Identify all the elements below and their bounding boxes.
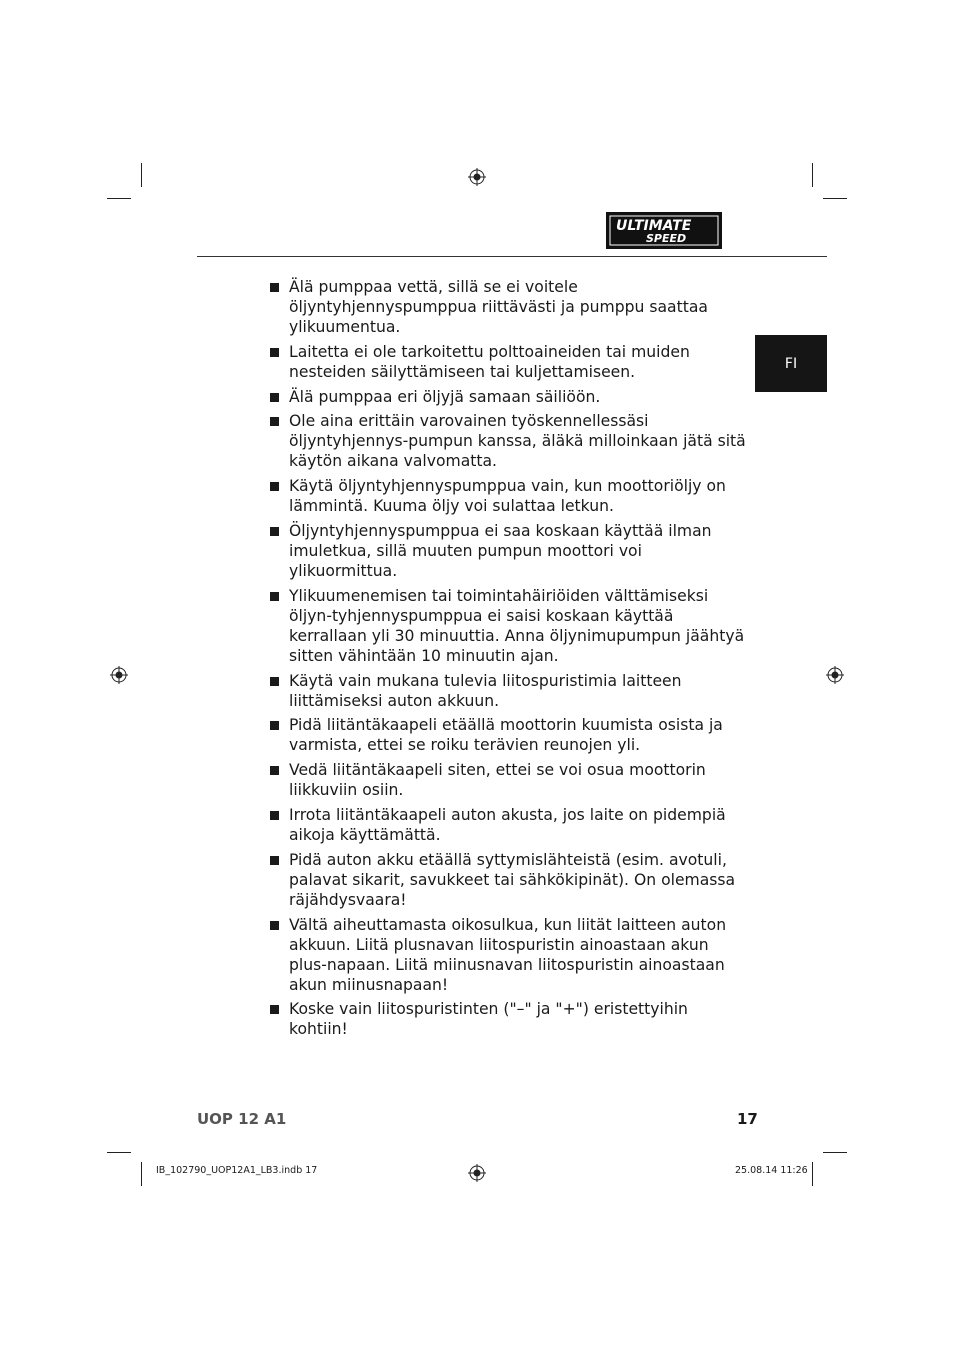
registration-mark-icon <box>468 168 486 186</box>
list-item <box>269 999 749 1039</box>
bullet-text: Pidä liitäntäkaapeli etäällä moottorin kuumista osista ja varmista, ettei se roiku terävien reunojen yli. <box>289 716 723 755</box>
registration-mark-icon <box>826 666 844 684</box>
safety-bullet-list <box>269 277 749 1044</box>
list-item <box>269 850 749 910</box>
square-bullet-icon <box>270 721 279 730</box>
bullet-text: Ole aina erittäin varovainen työskennellessäsi öljyntyhjennys-pumpun kanssa, äläkä milloinkaan jätä sitä käytön aikana valvomatta. <box>289 412 746 471</box>
header-rule <box>197 256 827 257</box>
square-bullet-icon <box>270 921 279 930</box>
page-number: 17 <box>737 1110 758 1128</box>
crop-mark <box>823 1152 847 1153</box>
ultimate-speed-logo <box>606 212 722 249</box>
square-bullet-icon <box>270 393 279 402</box>
list-item <box>269 586 749 666</box>
list-item <box>269 805 749 845</box>
logo-line1: ULTIMATE <box>616 218 692 234</box>
list-item <box>269 521 749 581</box>
list-item <box>269 715 749 755</box>
model-number: UOP 12 A1 <box>197 1110 287 1128</box>
print-slug-file: IB_102790_UOP12A1_LB3.indb 17 <box>156 1165 318 1176</box>
bullet-text: Vältä aiheuttamasta oikosulkua, kun liität laitteen auton akkuun. Liitä plusnavan liitospuristin ainoastaan akun plus-napaan. Liitä miinusnavan liitospuristin ainoastaan akun miinusnapaan! <box>289 915 727 994</box>
bullet-text: Ylikuumenemisen tai toimintahäiriöiden välttämiseksi öljyn-tyhjennyspumppua ei saisi koskaan käyttää kerrallaan yli 30 minuuttia. Anna öljynimupumpun jäähtyä sitten vähintään 10 minuutin ajan. <box>289 586 745 665</box>
bullet-text: Käytä öljyntyhjennyspumppua vain, kun moottoriöljy on lämmintä. Kuuma öljy voi sulattaa letkun. <box>289 477 726 516</box>
crop-mark <box>812 163 813 187</box>
crop-mark <box>823 198 847 199</box>
bullet-text: Laitetta ei ole tarkoitettu polttoaineiden tai muiden nesteiden säilyttämiseen tai kuljettamiseen. <box>289 342 690 381</box>
square-bullet-icon <box>270 766 279 775</box>
registration-mark-icon <box>110 666 128 684</box>
crop-mark <box>141 1162 142 1186</box>
crop-mark <box>141 163 142 187</box>
bullet-text: Käytä vain mukana tulevia liitospuristimia laitteen liittämiseksi auton akkuun. <box>289 671 682 710</box>
bullet-text: Koske vain liitospuristinten ("–" ja "+") eristettyihin kohtiin! <box>289 1000 688 1039</box>
bullet-text: Irrota liitäntäkaapeli auton akusta, jos laite on pidempiä aikoja käyttämättä. <box>289 805 726 844</box>
crop-mark <box>107 198 131 199</box>
square-bullet-icon <box>270 677 279 686</box>
bullet-text: Älä pumppaa vettä, sillä se ei voitele öljyntyhjennyspumppua riittävästi ja pumppu saattaa ylikuumentua. <box>289 278 708 336</box>
square-bullet-icon <box>270 417 279 426</box>
bullet-text: Öljyntyhjennyspumppua ei saa koskaan käyttää ilman imuletkua, sillä muuten pumpun moottori voi ylikuormittua. <box>289 521 712 580</box>
language-tab: FI <box>755 335 827 392</box>
bullet-text: Vedä liitäntäkaapeli siten, ettei se voi osua moottorin liikkuviin osiin. <box>289 761 706 800</box>
square-bullet-icon <box>270 283 279 292</box>
print-slug-datetime: 25.08.14 11:26 <box>735 1165 808 1176</box>
list-item <box>269 915 749 995</box>
square-bullet-icon <box>270 1005 279 1014</box>
logo-line2: SPEED <box>646 232 687 245</box>
square-bullet-icon <box>270 856 279 865</box>
list-item <box>269 671 749 711</box>
crop-mark <box>107 1152 131 1153</box>
square-bullet-icon <box>270 348 279 357</box>
list-item <box>269 342 749 382</box>
crop-mark <box>812 1162 813 1186</box>
list-item <box>269 387 749 407</box>
square-bullet-icon <box>270 592 279 601</box>
bullet-text: Älä pumppaa eri öljyjä samaan säiliöön. <box>289 387 601 406</box>
list-item <box>269 411 749 471</box>
square-bullet-icon <box>270 811 279 820</box>
list-item <box>269 277 749 337</box>
list-item <box>269 476 749 516</box>
square-bullet-icon <box>270 527 279 536</box>
registration-mark-icon <box>468 1164 486 1182</box>
list-item <box>269 760 749 800</box>
bullet-text: Pidä auton akku etäällä syttymislähteistä (esim. avotuli, palavat sikarit, savukkeet tai sähkökipinät). On olemassa räjähdysvaara! <box>289 850 736 909</box>
square-bullet-icon <box>270 482 279 491</box>
